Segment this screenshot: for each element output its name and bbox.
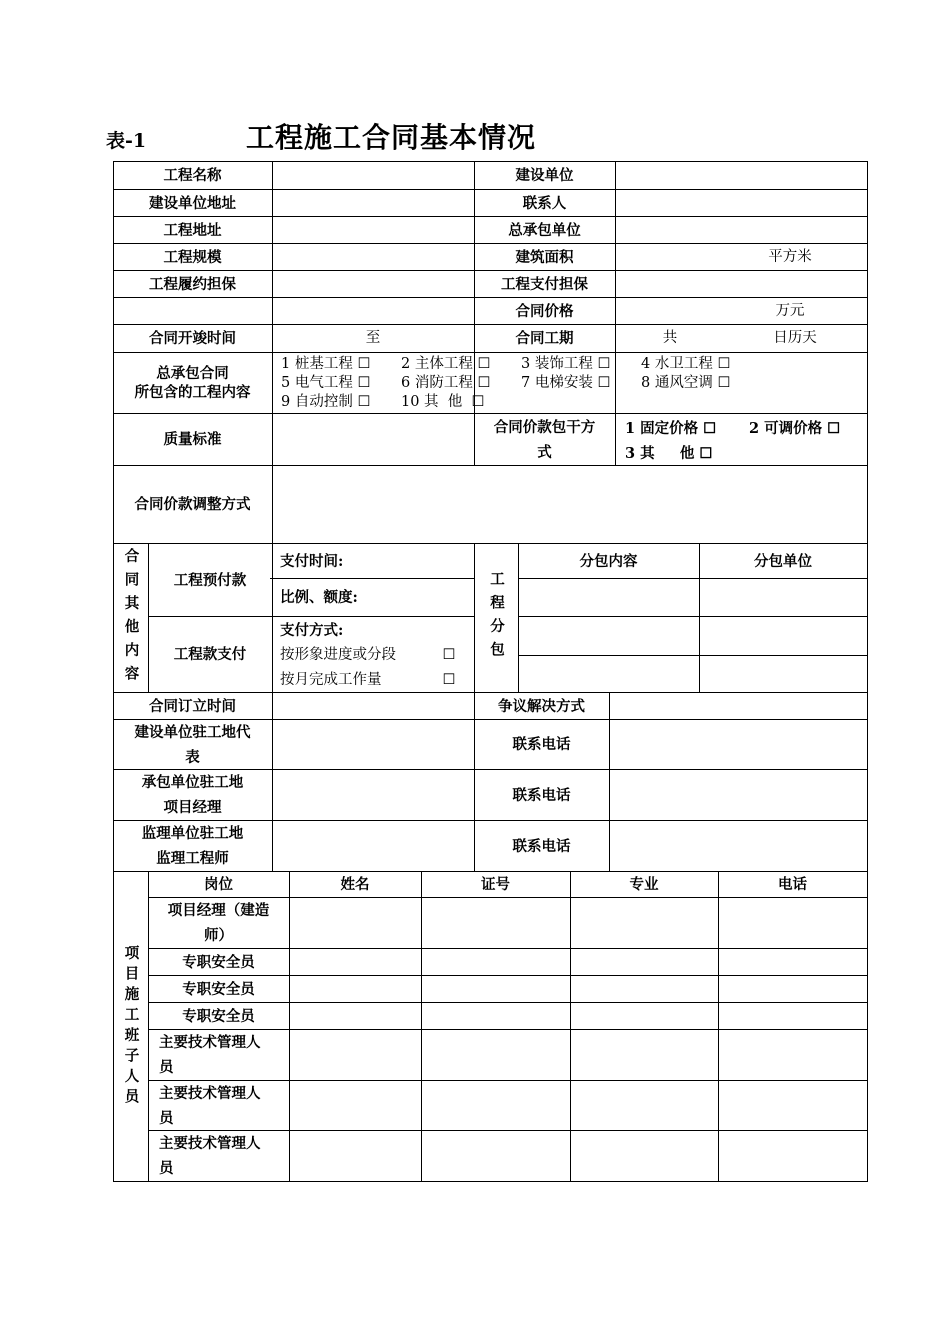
builder-rep-line-2: 表 (185, 748, 200, 766)
scope-option[interactable]: 7 电梯安装 ☐ (521, 375, 611, 391)
post-tech-manager-1 (148, 1030, 289, 1080)
calendar-days: 日历天 (773, 330, 817, 346)
header-phone: 电话 (778, 876, 807, 893)
price-method-line-2: 式 (537, 443, 552, 461)
option-other[interactable]: 3 其 他 ☐ (625, 445, 713, 462)
date-to: 至 (365, 330, 381, 346)
scope-option[interactable]: 9 自动控制 ☐ (281, 394, 371, 410)
scope-line-1: 总承包合同 (156, 365, 229, 382)
vchar: 项目施工班子人员 (122, 944, 140, 1109)
contractor-pm-line-1: 承包单位驻工地 (141, 774, 244, 791)
label-project-scale: 工程规模 (163, 248, 222, 266)
label-phone-supervisor: 联系电话 (512, 837, 571, 855)
post-safety-officer-3: 专职安全员 (182, 1007, 255, 1025)
tech-line-1: 主要技术管理人 (159, 1135, 261, 1152)
scope-option[interactable]: 10 其 他 ☐ (401, 394, 485, 410)
scope-options (281, 355, 861, 412)
label-scope (113, 353, 272, 413)
label-team (113, 872, 148, 1181)
label-floor-area: 建筑面积 (515, 248, 574, 266)
label-contract-price: 合同价格 (515, 302, 574, 320)
post-tech-manager-2 (148, 1081, 289, 1130)
contractor-pm-line-2: 项目经理 (163, 799, 222, 816)
label-builder-rep (113, 720, 272, 769)
label-builder-address: 建设单位地址 (149, 194, 236, 212)
scope-option[interactable]: 2 主体工程 ☐ (401, 356, 491, 372)
label-advance-payment: 工程预付款 (173, 571, 247, 589)
supervisor-line-2: 监理工程师 (156, 850, 229, 867)
label-performance-guarantee: 工程履约担保 (149, 275, 236, 293)
page-title: 工程施工合同基本情况 (246, 121, 537, 154)
label-builder: 建设单位 (515, 167, 574, 184)
scope-option[interactable]: 6 消防工程 ☐ (401, 375, 491, 391)
price-unit: 万元 (775, 302, 805, 319)
price-method-line-1: 合同价款包干方 (493, 418, 596, 436)
header-sub-unit: 分包单位 (754, 552, 812, 570)
checkbox-by-month[interactable]: ☐ (442, 671, 456, 688)
scope-option[interactable]: 1 桩基工程 ☐ (281, 356, 371, 372)
label-payment-guarantee: 工程支付担保 (501, 275, 588, 293)
label-other-contract (113, 544, 148, 692)
label-contractor-pm (113, 770, 272, 820)
label-contact: 联系人 (522, 194, 567, 212)
label-quality-standard: 质量标准 (163, 431, 222, 448)
label-progress-payment: 工程款支付 (173, 646, 247, 663)
form-code: 表-1 (106, 130, 147, 152)
header-sub-content: 分包内容 (579, 552, 638, 570)
option-by-progress: 按形象进度或分段 (280, 647, 396, 663)
header-cert-no: 证号 (481, 876, 510, 893)
label-sign-time: 合同订立时间 (149, 697, 236, 715)
label-dispute: 争议解决方式 (498, 697, 585, 715)
pm-line-1: 项目经理（建造 (167, 902, 270, 919)
label-payment-time: 支付时间: (280, 552, 344, 570)
header-specialty: 专业 (629, 876, 659, 893)
tech-line-1: 主要技术管理人 (159, 1034, 261, 1051)
scope-option[interactable]: 5 电气工程 ☐ (281, 375, 371, 391)
label-phone-contractor: 联系电话 (512, 786, 571, 804)
supervisor-line-1: 监理单位驻工地 (141, 825, 244, 842)
label-start-end-time: 合同开竣时间 (149, 330, 236, 347)
pm-line-2: 师） (204, 927, 233, 944)
label-price-method (474, 414, 615, 465)
vchar: 合同其他内容 (122, 547, 140, 689)
header-name: 姓名 (340, 876, 370, 893)
duration-total: 共 (662, 330, 678, 346)
post-safety-officer-1: 专职安全员 (182, 953, 255, 971)
post-safety-officer-2: 专职安全员 (182, 980, 255, 998)
tech-line-1: 主要技术管理人 (159, 1084, 261, 1102)
tech-line-2: 员 (159, 1160, 174, 1177)
scope-option[interactable]: 3 装饰工程 ☐ (521, 356, 611, 372)
scope-options-row-1 (281, 355, 861, 374)
option-by-month: 按月完成工作量 (280, 671, 382, 688)
post-tech-manager-3 (148, 1131, 289, 1181)
label-project-name: 工程名称 (163, 167, 222, 184)
label-price-adjustment: 合同价款调整方式 (134, 496, 251, 513)
floor-area-unit: 平方米 (768, 248, 812, 265)
label-ratio-amount: 比例、额度: (280, 589, 358, 606)
scope-option[interactable]: 8 通风空调 ☐ (641, 375, 731, 391)
scope-line-2: 所包含的工程内容 (134, 384, 251, 401)
label-subcontract (474, 544, 518, 692)
label-project-address: 工程地址 (163, 221, 222, 239)
label-payment-method: 支付方式: (280, 622, 344, 639)
label-supervisor (113, 821, 272, 871)
tech-line-2: 员 (159, 1109, 174, 1127)
scope-options-row-2 (281, 374, 861, 393)
scope-option[interactable]: 4 水卫工程 ☐ (641, 356, 731, 372)
header-post: 岗位 (204, 876, 233, 893)
checkbox-by-progress[interactable]: ☐ (442, 647, 456, 663)
label-duration: 合同工期 (515, 330, 574, 347)
option-adjustable-price[interactable]: 2 可调价格 ☐ (749, 420, 841, 437)
tech-line-2: 员 (159, 1059, 174, 1076)
scope-options-row-3 (281, 393, 861, 412)
vchar: 工程分包 (488, 571, 505, 665)
price-method-options (625, 416, 865, 466)
label-phone-builder: 联系电话 (512, 736, 571, 753)
post-project-manager (148, 898, 289, 948)
label-general-contractor: 总承包单位 (508, 221, 581, 239)
option-fixed-price[interactable]: 1 固定价格 ☐ (625, 420, 717, 437)
builder-rep-line-1: 建设单位驻工地代 (134, 723, 251, 741)
